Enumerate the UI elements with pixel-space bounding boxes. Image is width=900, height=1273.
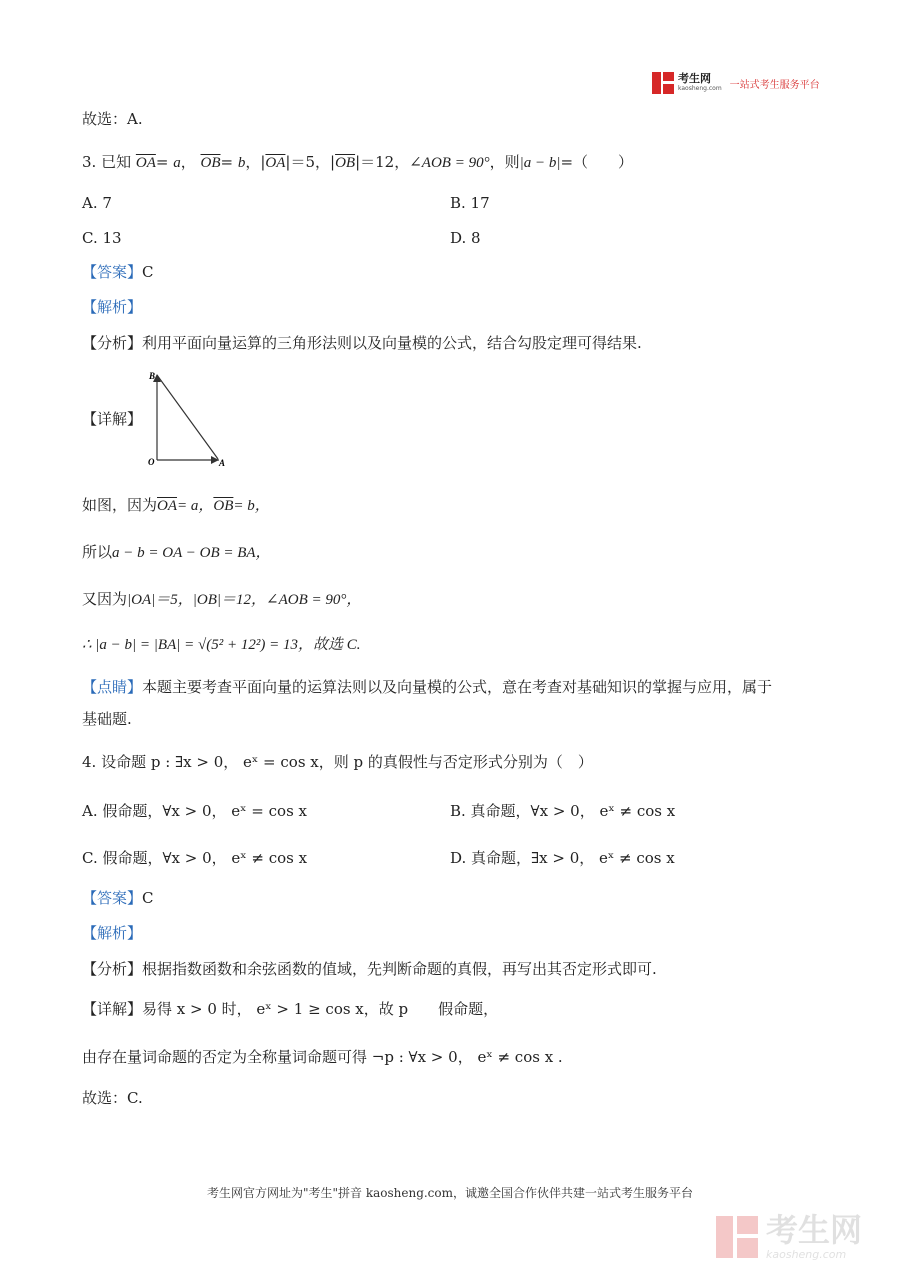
triangle-figure xyxy=(145,367,235,472)
header-tagline: 一站式考生服务平台 xyxy=(729,79,820,91)
q3-option-c: C. 13 xyxy=(82,229,122,247)
q4-analysis: 【分析】根据指数函数和余弦函数的值域，先判断命题的真假，再写出其否定形式即可. xyxy=(82,960,657,978)
arrowhead-a xyxy=(211,456,219,464)
q4-option-c: C. 假命题，∀x > 0， eˣ ≠ cos x xyxy=(82,849,308,867)
q3-option-d: D. 8 xyxy=(450,229,481,247)
kaosheng-logo-icon xyxy=(652,72,674,94)
watermark-logo-icon xyxy=(716,1216,758,1258)
q3-detail-line1: 如图，因为$\overline{OA}= a$，$\overline{OB}= b$， xyxy=(82,496,270,514)
watermark-domain: kaosheng.com xyxy=(766,1248,847,1261)
q4-answer: 【答案】C xyxy=(82,889,154,907)
logo-text-block xyxy=(678,73,722,93)
segment-ba xyxy=(157,375,218,459)
logo-name: 考生网 xyxy=(678,72,711,85)
watermark-name: 考生网 xyxy=(766,1211,863,1249)
q3-note: 【点睛】本题主要考查平面向量的运算法则以及向量模的公式，意在考查对基础知识的掌握与应用，属于 xyxy=(82,678,773,696)
watermark xyxy=(716,1212,862,1261)
q4-detail-line2: 由存在量词命题的否定为全称量词命题可得 ¬p : ∀x > 0， eˣ ≠ cos x . xyxy=(82,1048,563,1066)
q3-jiexi-tag: 【解析】 xyxy=(82,298,143,316)
q3-note-line2: 基础题. xyxy=(82,710,132,728)
q3-detail-tag: 【详解】 xyxy=(82,410,143,428)
q4-final: 故选：C. xyxy=(82,1089,143,1107)
footer-text: 考生网官方网址为"考生"拼音 kaosheng.com，诚邀全国合作伙伴共建一站式考生服务平台 xyxy=(206,1186,694,1200)
q3-detail-line3: 又因为|OA|＝5，|OB|＝12，∠AOB = 90°， xyxy=(82,590,362,608)
q3-option-a: A. 7 xyxy=(82,194,112,212)
label-b: B xyxy=(149,371,156,381)
q3-detail-line2: 所以a − b = OA − OB = BA， xyxy=(82,543,271,561)
q4-jiexi-tag: 【解析】 xyxy=(82,924,143,942)
header-logo[interactable] xyxy=(652,72,820,94)
line-prev-answer: 故选：A. xyxy=(82,110,143,128)
logo-domain: kaosheng.com xyxy=(678,85,722,92)
label-o: O xyxy=(148,457,155,467)
q3-detail-line4: ∴ |a − b| = |BA| = √(5² + 12²) = 13，故选 C. xyxy=(82,637,361,653)
q3-answer: 【答案】C xyxy=(82,263,154,281)
q4-option-b: B. 真命题，∀x > 0， eˣ ≠ cos x xyxy=(450,802,676,820)
q4-detail: 【详解】易得 x > 0 时， eˣ > 1 ≥ cos x，故 p 假命题， xyxy=(82,1000,499,1018)
q3-analysis: 【分析】利用平面向量运算的三角形法则以及向量模的公式，结合勾股定理可得结果. xyxy=(82,334,642,352)
q3-option-b: B. 17 xyxy=(450,194,490,212)
q4-option-a: A. 假命题，∀x > 0， eˣ = cos x xyxy=(82,802,307,820)
q4-option-d: D. 真命题，∃x > 0， eˣ ≠ cos x xyxy=(450,849,675,867)
question-3: 3. 已知 $\overline{OA}= a$， $\overline{OB}= b$，$|\overline{OA}|=5$，$|\overline{OB}|=12$，∠AOB = 90°，则|a − b|=（ ） xyxy=(82,153,634,171)
label-a: A xyxy=(219,458,226,468)
question-4: 4. 设命题 p : ∃x > 0， eˣ = cos x，则 p 的真假性与否定形式分别为（ ） xyxy=(82,753,593,771)
